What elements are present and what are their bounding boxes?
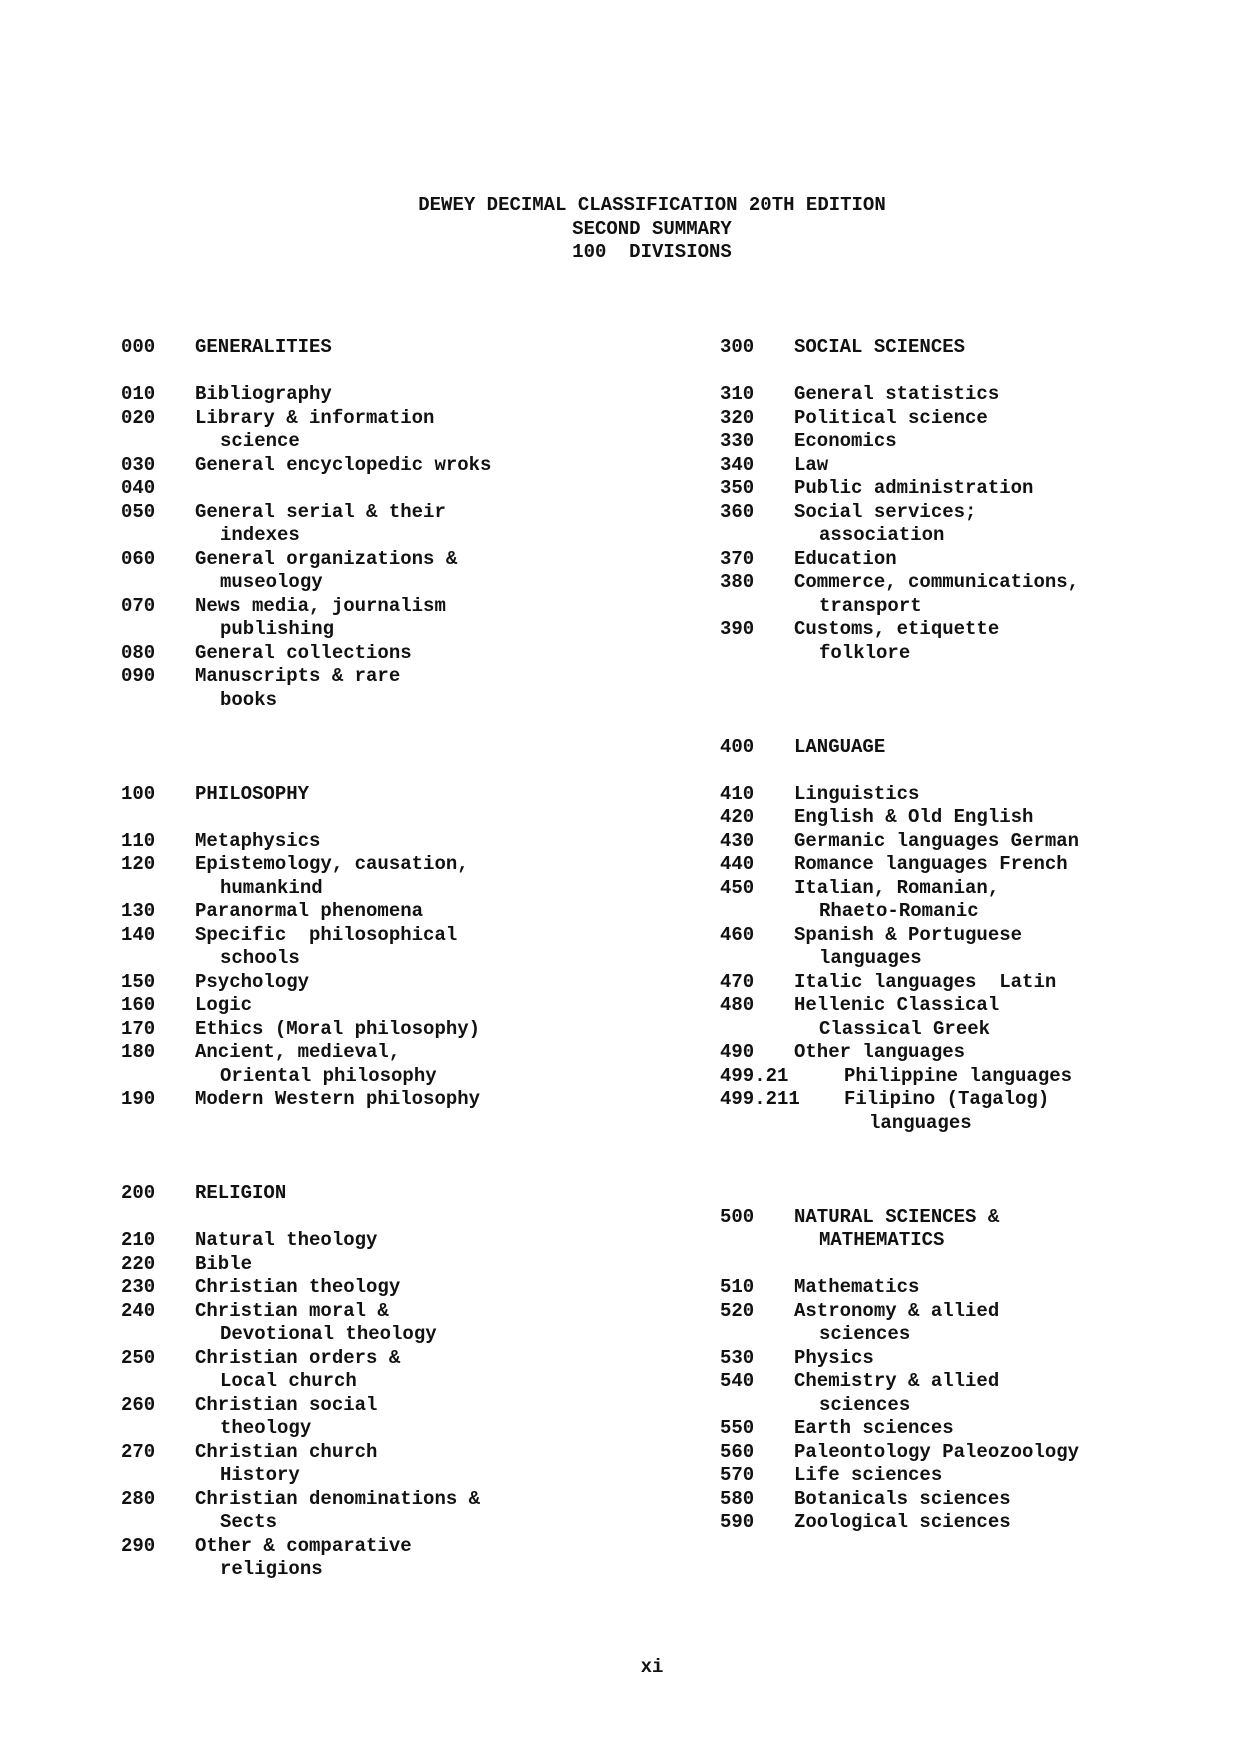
class-number: 190 [121, 1088, 156, 1110]
class-label-continuation: languages [869, 1111, 972, 1134]
classification-entry [720, 571, 1240, 595]
document-header [0, 194, 1240, 265]
class-number: 490 [720, 1041, 755, 1063]
class-number: 460 [720, 923, 755, 946]
class-label-continuation: humankind [220, 876, 323, 899]
class-label: Political science [794, 406, 988, 429]
class-label-continuation: publishing [220, 618, 335, 640]
class-label-continuation: Devotional theology [220, 1323, 437, 1345]
class-label: Spanish & Portuguese [794, 923, 1023, 946]
class-number: 150 [121, 970, 156, 993]
class-label-continuation: folklore [819, 641, 911, 664]
class-label: Christian church [195, 1440, 378, 1463]
class-label: Christian orders & [195, 1346, 401, 1369]
class-number: 420 [720, 806, 755, 828]
class-number: 570 [720, 1464, 755, 1486]
class-number: 090 [121, 665, 156, 687]
class-label: Metaphysics [195, 829, 321, 852]
class-number: 290 [121, 1534, 156, 1557]
class-label: Bibliography [195, 383, 332, 405]
classification-entry [720, 947, 1240, 971]
class-number: 140 [121, 923, 156, 946]
class-label: Astronomy & allied [794, 1299, 1000, 1322]
classification-entry [121, 853, 641, 877]
class-label: General organizations & [195, 547, 458, 570]
classification-entry [121, 1441, 641, 1465]
class-number: 210 [121, 1229, 156, 1251]
blank-line [720, 712, 1240, 736]
class-label: Chemistry & allied [794, 1370, 1000, 1392]
classification-entry [121, 407, 641, 431]
blank-line [720, 1159, 1240, 1183]
classification-entry [720, 595, 1240, 619]
class-label: Filipino (Tagalog) [844, 1088, 1050, 1110]
class-label: RELIGION [195, 1182, 287, 1204]
classification-entry [720, 1229, 1240, 1253]
class-number: 540 [720, 1370, 755, 1392]
blank-line [720, 759, 1240, 783]
class-number: 410 [720, 782, 755, 805]
classification-entry [720, 783, 1240, 807]
class-label: Paranormal phenomena [195, 900, 424, 922]
class-number: 220 [121, 1252, 156, 1275]
class-number: 310 [720, 383, 755, 405]
class-number: 270 [121, 1440, 156, 1463]
class-label-continuation: sciences [819, 1323, 911, 1345]
class-label-continuation: indexes [220, 524, 300, 546]
right-column [720, 336, 1240, 1535]
classification-entry [121, 336, 641, 360]
classification-entry [720, 971, 1240, 995]
class-number: 160 [121, 994, 156, 1016]
classification-entry [121, 1535, 641, 1559]
class-number: 000 [121, 336, 156, 358]
blank-line [121, 712, 641, 736]
class-label: Life sciences [794, 1464, 943, 1486]
class-number: 250 [121, 1346, 156, 1369]
classification-entry [720, 1441, 1240, 1465]
classification-entry [121, 1464, 641, 1488]
classification-entry [720, 524, 1240, 548]
class-number: 200 [121, 1182, 156, 1204]
classification-entry [121, 689, 641, 713]
classification-entry [121, 994, 641, 1018]
class-label: Social services; [794, 500, 977, 523]
blank-line [720, 665, 1240, 689]
class-label-continuation: sciences [819, 1393, 911, 1416]
class-number: 440 [720, 853, 755, 875]
class-label: Ethics (Moral philosophy) [195, 1017, 481, 1040]
blank-line [720, 1253, 1240, 1277]
classification-entry [720, 1323, 1240, 1347]
class-label: Manuscripts & rare [195, 665, 401, 687]
class-number: 380 [720, 571, 755, 593]
blank-line [121, 1135, 641, 1159]
class-number: 020 [121, 406, 156, 429]
class-number: 070 [121, 594, 156, 617]
class-label-continuation: Local church [220, 1370, 357, 1392]
class-number: 500 [720, 1205, 755, 1228]
class-label: NATURAL SCIENCES & [794, 1205, 1000, 1228]
class-label: Philippine languages [844, 1064, 1073, 1087]
divisions-heading: 100 DIVISIONS [572, 241, 732, 263]
class-label: General statistics [794, 383, 1000, 405]
class-number: 450 [720, 876, 755, 899]
class-number: 470 [720, 970, 755, 993]
classification-entry [720, 994, 1240, 1018]
class-number: 180 [121, 1041, 156, 1063]
class-label-continuation: MATHEMATICS [819, 1229, 945, 1251]
class-number: 100 [121, 782, 156, 805]
classification-entry [121, 454, 641, 478]
class-number: 300 [720, 336, 755, 358]
class-number: 330 [720, 430, 755, 452]
classification-entry [121, 383, 641, 407]
class-number: 110 [121, 829, 156, 852]
class-label: Logic [195, 994, 253, 1016]
classification-entry [121, 877, 641, 901]
class-label: Economics [794, 430, 897, 452]
class-label: Italian, Romanian, [794, 876, 1000, 899]
class-label: Christian moral & [195, 1299, 389, 1322]
class-label: Zoological sciences [794, 1511, 1011, 1533]
classification-entry [121, 1229, 641, 1253]
classification-entry [720, 548, 1240, 572]
classification-entry [720, 736, 1240, 760]
class-label-continuation: transport [819, 594, 922, 617]
class-label: Italic languages Latin [794, 970, 1057, 993]
class-label-continuation: Oriental philosophy [220, 1064, 437, 1087]
classification-entry [121, 1417, 641, 1441]
classification-entry [121, 642, 641, 666]
class-label: Psychology [195, 970, 310, 993]
classification-entry [121, 477, 641, 501]
class-label: Library & information [195, 406, 435, 429]
classification-entry [121, 1018, 641, 1042]
class-number: 170 [121, 1017, 156, 1040]
class-number: 499.211 [720, 1088, 800, 1110]
classification-entry [720, 407, 1240, 431]
class-label: Paleontology Paleozoology [794, 1440, 1080, 1463]
class-label: Natural theology [195, 1229, 378, 1251]
class-label: LANGUAGE [794, 735, 886, 758]
class-label: News media, journalism [195, 594, 446, 617]
classification-entry [121, 1065, 641, 1089]
classification-entry [121, 900, 641, 924]
document-subtitle: SECOND SUMMARY [572, 217, 732, 240]
class-number: 480 [720, 994, 755, 1016]
class-label: Other & comparative [195, 1534, 412, 1557]
blank-line [720, 1135, 1240, 1159]
class-number: 340 [720, 453, 755, 476]
class-label-continuation: religions [220, 1558, 323, 1580]
left-column [121, 336, 641, 1582]
class-label: Other languages [794, 1041, 966, 1063]
classification-entry [720, 830, 1240, 854]
classification-entry [121, 971, 641, 995]
blank-line [121, 360, 641, 384]
classification-entry [720, 1488, 1240, 1512]
classification-entry [720, 1300, 1240, 1324]
class-label: Public administration [794, 477, 1034, 499]
classification-entry [121, 947, 641, 971]
class-label-continuation: Classical Greek [819, 1017, 991, 1040]
class-label: Christian denominations & [195, 1487, 481, 1510]
classification-entry [720, 430, 1240, 454]
classification-entry [720, 877, 1240, 901]
blank-line [720, 360, 1240, 384]
class-number: 430 [720, 829, 755, 852]
classification-entry [121, 665, 641, 689]
classification-entry [121, 1488, 641, 1512]
classification-entry [720, 853, 1240, 877]
class-number: 030 [121, 453, 156, 476]
class-number: 550 [720, 1417, 755, 1439]
classification-entry [121, 1394, 641, 1418]
classification-entry [720, 501, 1240, 525]
classification-entry [121, 1300, 641, 1324]
classification-entry [720, 1088, 1240, 1112]
class-number: 230 [121, 1276, 156, 1298]
classification-entry [121, 571, 641, 595]
class-number: 520 [720, 1299, 755, 1322]
class-label: Commerce, communications, [794, 571, 1080, 593]
class-number: 240 [121, 1299, 156, 1322]
blank-line [121, 1206, 641, 1230]
class-label-continuation: History [220, 1464, 300, 1486]
class-label: Romance languages French [794, 853, 1068, 875]
classification-entry [121, 548, 641, 572]
blank-line [720, 1182, 1240, 1206]
class-number: 370 [720, 547, 755, 570]
class-number: 120 [121, 853, 156, 875]
document-title: DEWEY DECIMAL CLASSIFICATION 20TH EDITION [418, 194, 886, 216]
class-label: General collections [195, 641, 412, 664]
classification-entry [720, 1511, 1240, 1535]
class-number: 280 [121, 1487, 156, 1510]
class-label-continuation: books [220, 688, 278, 711]
class-label: GENERALITIES [195, 336, 332, 358]
class-label: Christian social [195, 1393, 378, 1416]
classification-entry [720, 454, 1240, 478]
class-number: 560 [720, 1440, 755, 1463]
class-label: Law [794, 453, 829, 476]
classification-entry [720, 1112, 1240, 1136]
class-number: 350 [720, 477, 755, 499]
class-label-continuation: museology [220, 571, 323, 593]
class-label: Christian theology [195, 1276, 401, 1298]
class-number: 130 [121, 900, 156, 922]
classification-entry [121, 1088, 641, 1112]
page-number: xi [640, 1656, 664, 1678]
class-label: Earth sciences [794, 1417, 954, 1439]
blank-line [121, 736, 641, 760]
class-number: 360 [720, 500, 755, 523]
classification-entry [720, 900, 1240, 924]
classification-entry [720, 1417, 1240, 1441]
classification-entry [720, 1018, 1240, 1042]
classification-entry [121, 783, 641, 807]
class-label-continuation: association [819, 524, 945, 546]
class-number: 390 [720, 618, 755, 640]
class-number: 499.21 [720, 1064, 789, 1087]
blank-line [121, 1112, 641, 1136]
classification-entry [121, 1558, 641, 1582]
classification-entry [720, 1065, 1240, 1089]
class-label: Education [794, 547, 897, 570]
class-label-continuation: schools [220, 947, 300, 969]
class-number: 510 [720, 1276, 755, 1298]
classification-entry [121, 1323, 641, 1347]
class-label: Specific philosophical [195, 923, 458, 946]
class-label: Bible [195, 1252, 253, 1275]
class-label: Linguistics [794, 782, 920, 805]
classification-entry [121, 1041, 641, 1065]
class-number: 260 [121, 1393, 156, 1416]
classification-entry [720, 1464, 1240, 1488]
class-label: English & Old English [794, 806, 1034, 828]
classification-entry [720, 477, 1240, 501]
classification-entry [720, 618, 1240, 642]
classification-entry [121, 924, 641, 948]
classification-entry [720, 1206, 1240, 1230]
class-label-continuation: Sects [220, 1511, 278, 1533]
classification-entry [720, 806, 1240, 830]
classification-entry [121, 618, 641, 642]
class-label-continuation: Rhaeto-Romanic [819, 900, 979, 922]
blank-line [720, 689, 1240, 713]
class-label: Hellenic Classical [794, 994, 1000, 1016]
classification-entry [121, 1253, 641, 1277]
classification-entry [720, 924, 1240, 948]
class-label: Modern Western philosophy [195, 1088, 481, 1110]
class-number: 050 [121, 500, 156, 523]
classification-entry [121, 524, 641, 548]
classification-entry [121, 501, 641, 525]
classification-entry [121, 430, 641, 454]
blank-line [121, 759, 641, 783]
classification-entry [720, 383, 1240, 407]
class-label: Mathematics [794, 1276, 920, 1298]
classification-entry [720, 642, 1240, 666]
class-number: 580 [720, 1487, 755, 1510]
blank-line [121, 806, 641, 830]
class-label: Physics [794, 1346, 874, 1369]
classification-entry [720, 1370, 1240, 1394]
class-number: 010 [121, 383, 156, 405]
class-label-continuation: science [220, 430, 300, 452]
class-label: Germanic languages German [794, 829, 1080, 852]
blank-line [121, 1159, 641, 1183]
classification-entry [720, 1347, 1240, 1371]
classification-entry [720, 1276, 1240, 1300]
class-number: 320 [720, 406, 755, 429]
classification-entry [121, 1182, 641, 1206]
classification-entry [121, 1370, 641, 1394]
class-number: 530 [720, 1346, 755, 1369]
classification-entry [720, 1394, 1240, 1418]
classification-entry [121, 1511, 641, 1535]
class-label: Customs, etiquette [794, 618, 1000, 640]
class-label: General encyclopedic wroks [195, 453, 492, 476]
class-number: 040 [121, 477, 156, 499]
class-label: Botanicals sciences [794, 1487, 1011, 1510]
class-label: Ancient, medieval, [195, 1041, 401, 1063]
classification-entry [720, 336, 1240, 360]
class-number: 080 [121, 641, 156, 664]
class-number: 590 [720, 1511, 755, 1533]
classification-entry [121, 830, 641, 854]
classification-entry [121, 595, 641, 619]
class-number: 060 [121, 547, 156, 570]
class-label: Epistemology, causation, [195, 853, 469, 875]
class-label: General serial & their [195, 500, 446, 523]
class-label-continuation: theology [220, 1417, 312, 1439]
classification-entry [720, 1041, 1240, 1065]
class-label: PHILOSOPHY [195, 782, 310, 805]
class-number: 400 [720, 735, 755, 758]
class-label: SOCIAL SCIENCES [794, 336, 966, 358]
classification-entry [121, 1347, 641, 1371]
class-label-continuation: languages [819, 947, 922, 969]
classification-entry [121, 1276, 641, 1300]
